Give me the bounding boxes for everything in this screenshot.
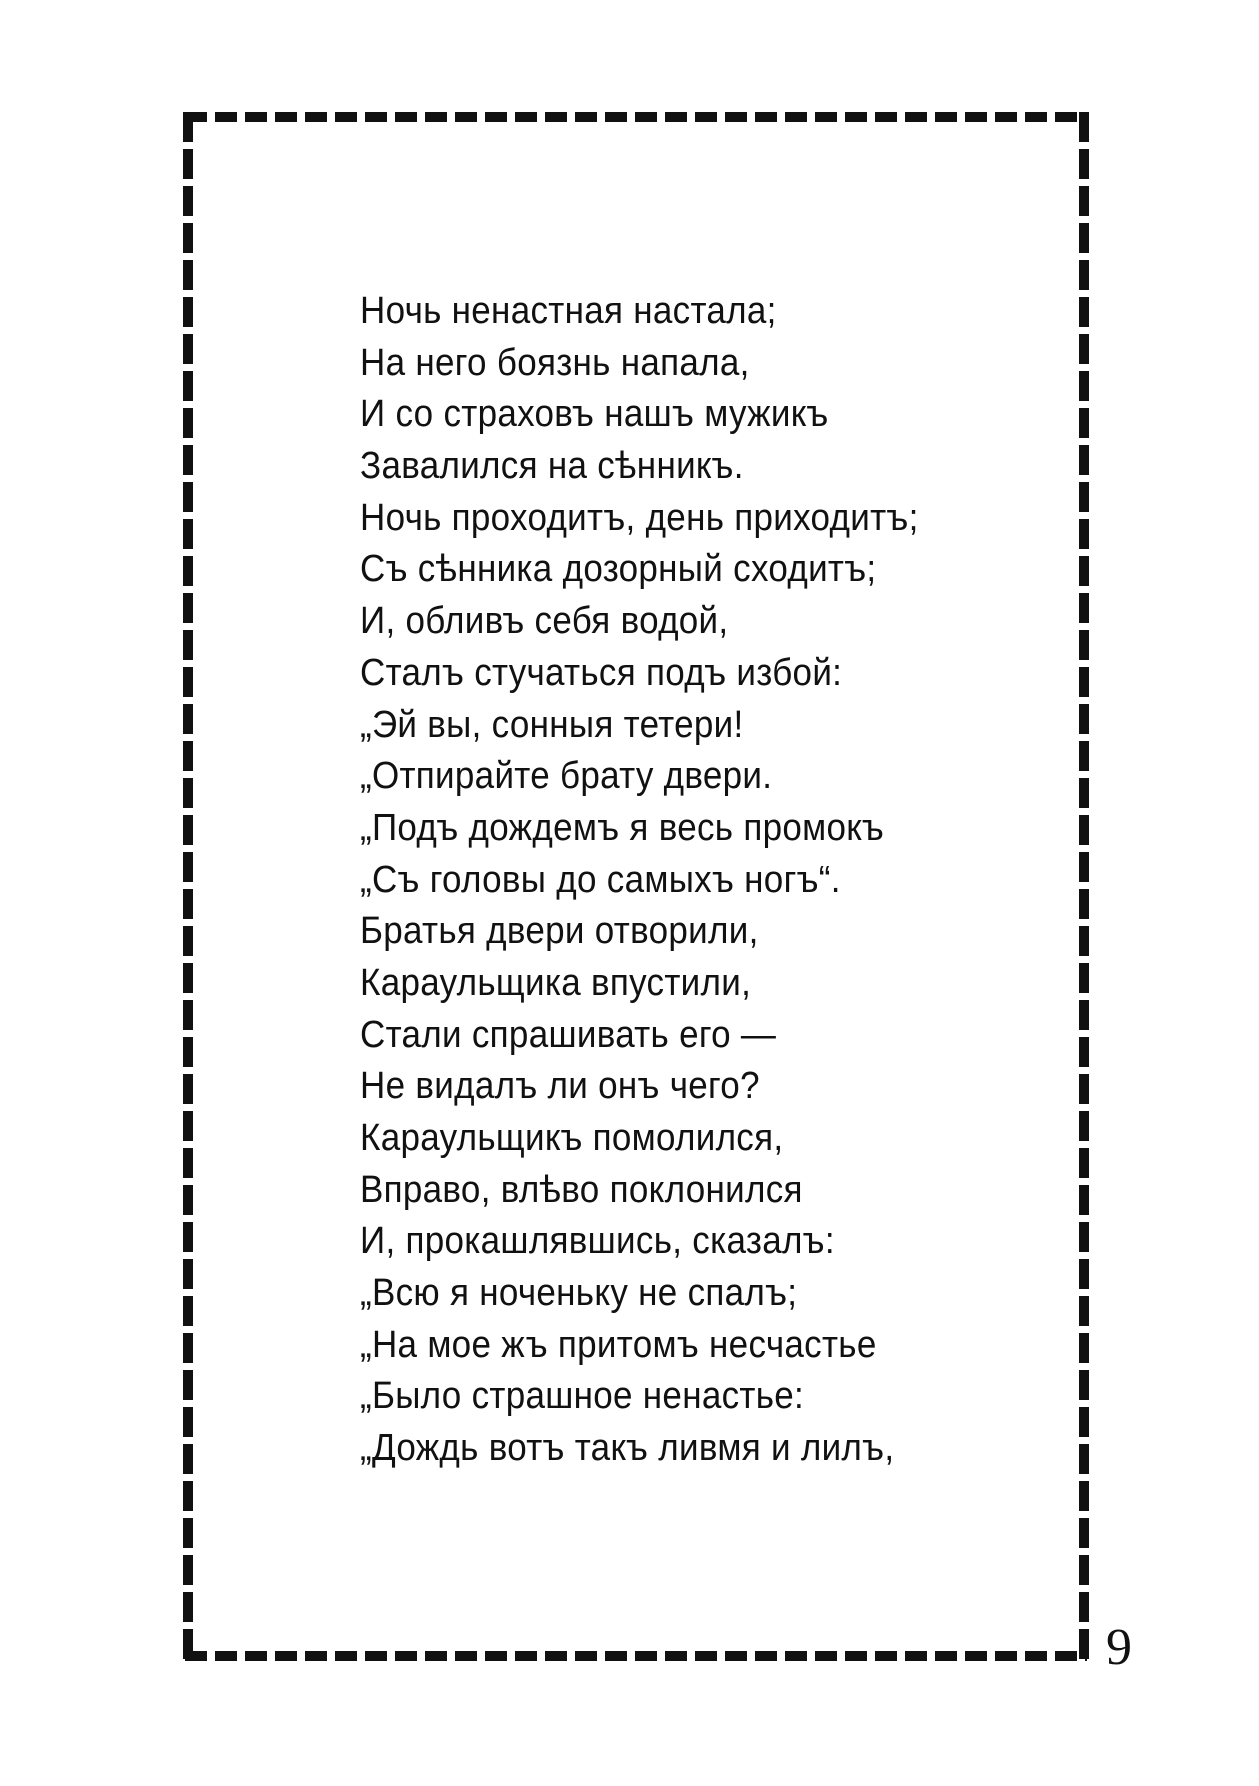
poem-line: На него боязнь напала, [360,341,750,384]
poem-line: И, прокашлявшись, сказалъ: [360,1219,835,1262]
poem-line: Завалился на сѣнникъ. [360,444,744,487]
poem-line: Съ сѣнника дозорный сходитъ; [360,547,877,590]
poem-line: „Подъ дождемъ я весь промокъ [360,806,885,849]
poem-line: „Было страшное ненастье: [360,1374,805,1417]
poem-line: Не видалъ ли онъ чего? [360,1064,760,1107]
frame-border-top [185,112,1087,122]
poem-line: „Отпирайте брату двери. [360,754,773,797]
poem-line: „Эй вы, сонныя тетери! [360,702,744,746]
poem-line: „Всю я ноченьку не спалъ; [360,1271,798,1314]
poem-text [360,285,1000,1474]
poem-line: „Дождь вотъ такъ ливмя и лилъ, [360,1426,895,1469]
poem-line: „На мое жъ притомъ несчастье [360,1323,877,1366]
poem-line: Стали спрашивать его — [360,1013,777,1056]
poem-line: Ночь проходитъ, день приходитъ; [360,496,919,539]
poem-line: Ночь ненастная настала; [360,289,777,332]
poem-line: Караульщика впустили, [360,961,752,1004]
poem-line: Вправо, влѣво поклонился [360,1168,803,1211]
poem-line: И со страховъ нашъ мужикъ [360,392,829,435]
poem-line: Сталъ стучаться подъ избой: [360,651,843,694]
frame-border-right [1079,112,1089,1661]
poem-line: „Съ головы до самыхъ ногъ“. [360,857,841,901]
frame-border-bottom [185,1651,1087,1661]
poem-line: Караульщикъ помолился, [360,1116,784,1159]
poem-line: И, обливъ себя водой, [360,599,729,642]
page-number: 9 [1106,1619,1132,1676]
frame-border-left [183,112,193,1661]
poem-line: Братья двери отворили, [360,909,759,952]
